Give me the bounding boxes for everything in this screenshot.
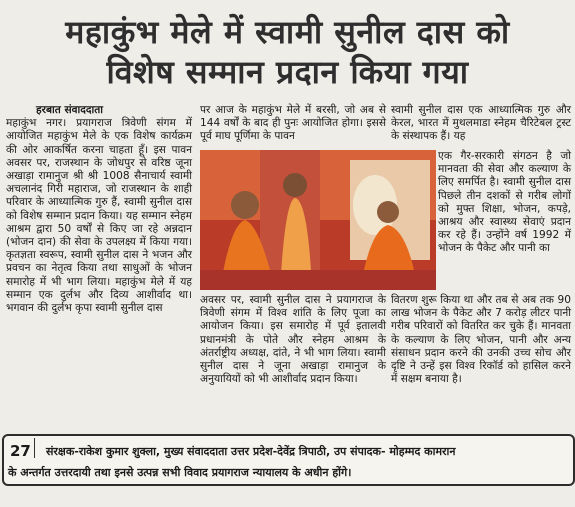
news-photo (200, 150, 436, 290)
footer-divider (34, 438, 35, 458)
article-column-2-top (200, 104, 386, 144)
article-column-2-bottom (200, 294, 386, 386)
article-column-3-bottom (391, 294, 571, 386)
headline-line-2: विशेष सम्मान प्रदान किया गया (106, 53, 469, 91)
page-number: 27 (10, 442, 31, 460)
footer-credits (2, 434, 575, 486)
article-column-2-top-text: पर आज के महाकुंभ मेले में बरसी, जो अब से 144 वर्षों के बाद ही पुनः आयोजित होगा। इससे पूर्व माघ पूर्णिमा के पावन (200, 104, 386, 143)
article-column-3-top-text: स्वामी सुनील दास एक आध्यात्मिक गुरु और केरल, भारत में मुथलमाडा स्नेहम चैरिटेबल ट्रस्ट के संस्थापक हैं। यह (391, 104, 571, 143)
article-column-3-side (438, 150, 571, 256)
footer-line-1: संरक्षक-राकेश कुमार शुक्ला, मुख्य संवाददाता उत्तर प्रदेश-देवेंद्र त्रिपाठी, उप संपादक- मोहम्मद कामरान (46, 445, 456, 458)
news-photo-illustration (200, 150, 436, 290)
headline-line-1: महाकुंभ मेले में स्वामी सुनील दास को (65, 13, 510, 51)
article-column-3-side-text: एक गैर-सरकारी संगठन है जो मानवता की सेवा और कल्याण के लिए समर्पित है। स्वामी सुनील दास पिछले तीन दशकों से गरीब लोगों को मुफ्त शिक्षा, भोजन, कपड़े, आश्रय और स्वास्थ्य सेवाएं प्रदान कर रहे हैं। उन्होंने वर्ष 1992 में भोजन के पैकेट और पानी का (438, 150, 571, 255)
article-column-3-bottom-text: वितरण शुरू किया था और तब से अब तक 90 लाख भोजन के पैकेट और 7 करोड़ लीटर पानी गरीब परिवारों को वितरित कर चुके हैं। मानवता के कल्याण के लिए भोजन, पानी और अन्य संसाधन प्रदान करने की उनकी उच्च सोच और दृष्टि ने उन्हें इस विश्व रिकॉर्ड को हासिल करने में सक्षम बनाया है। (391, 294, 571, 386)
footer-line-2: के अन्तर्गत उत्तरदायी तथा इनसे उत्पन्न सभी विवाद प्रयागराज न्यायालय के अधीन होंगे। (8, 466, 352, 479)
byline: हरबात संवाददाता (36, 104, 104, 116)
article-column-3-top (391, 104, 571, 144)
article-column-1-text: महाकुंभ नगर। प्रयागराज त्रिवेणी संगम में आयोजित महाकुंभ मेले के एक विशेष कार्यक्रम की ओर आकर्षित करना चाहता हूँ। इस पावन अवसर पर, राजस्थान के जोधपुर से वरिष्ठ जूना अखाड़ा रामानुज श्री श्री 1008 सैनाचार्य स्वामी अचलानंद गिरी महाराज, जो राजस्थान के शाही परिवार के आध्यात्मिक गुरु हैं, स्वामी सुनील दास को विशेष सम्मान प्रदान किया। यह सम्मान स्नेहम आश्रम द्वारा 50 वर्षों से किए जा रहे अन्नदान (भोजन दान) की सेवा के उपलक्ष्य में किया गया। कृतज्ञता स्वरूप, स्वामी सुनील दास ने भजन और प्रवचन का नेतृत्व किया तथा साधुओं के भोजन समारोह में भी भाग लिया। महाकुंभ मेले में यह सम्मान एक दुर्लभ और दिव्य आशीर्वाद था। भगवान की दुर्लभ कृपा स्वामी सुनील दास (6, 117, 192, 315)
article-column-2-bottom-text: अवसर पर, स्वामी सुनील दास ने प्रयागराज के त्रिवेणी संगम में विश्व शांति के लिए पूजा का आयोजन किया। इस समारोह में पूर्व इतालवी प्रधानमंत्री के पोते और स्नेहम आश्रम के अंतर्राष्ट्रीय अध्यक्ष, दांते, ने भी भाग लिया। स्वामी सुनील दास ने जूना अखाड़ा रामानुज के अनुयायियों को भी आशीर्वाद प्रदान किया। (200, 294, 386, 386)
headline (0, 0, 575, 91)
article-column-1 (6, 104, 192, 315)
